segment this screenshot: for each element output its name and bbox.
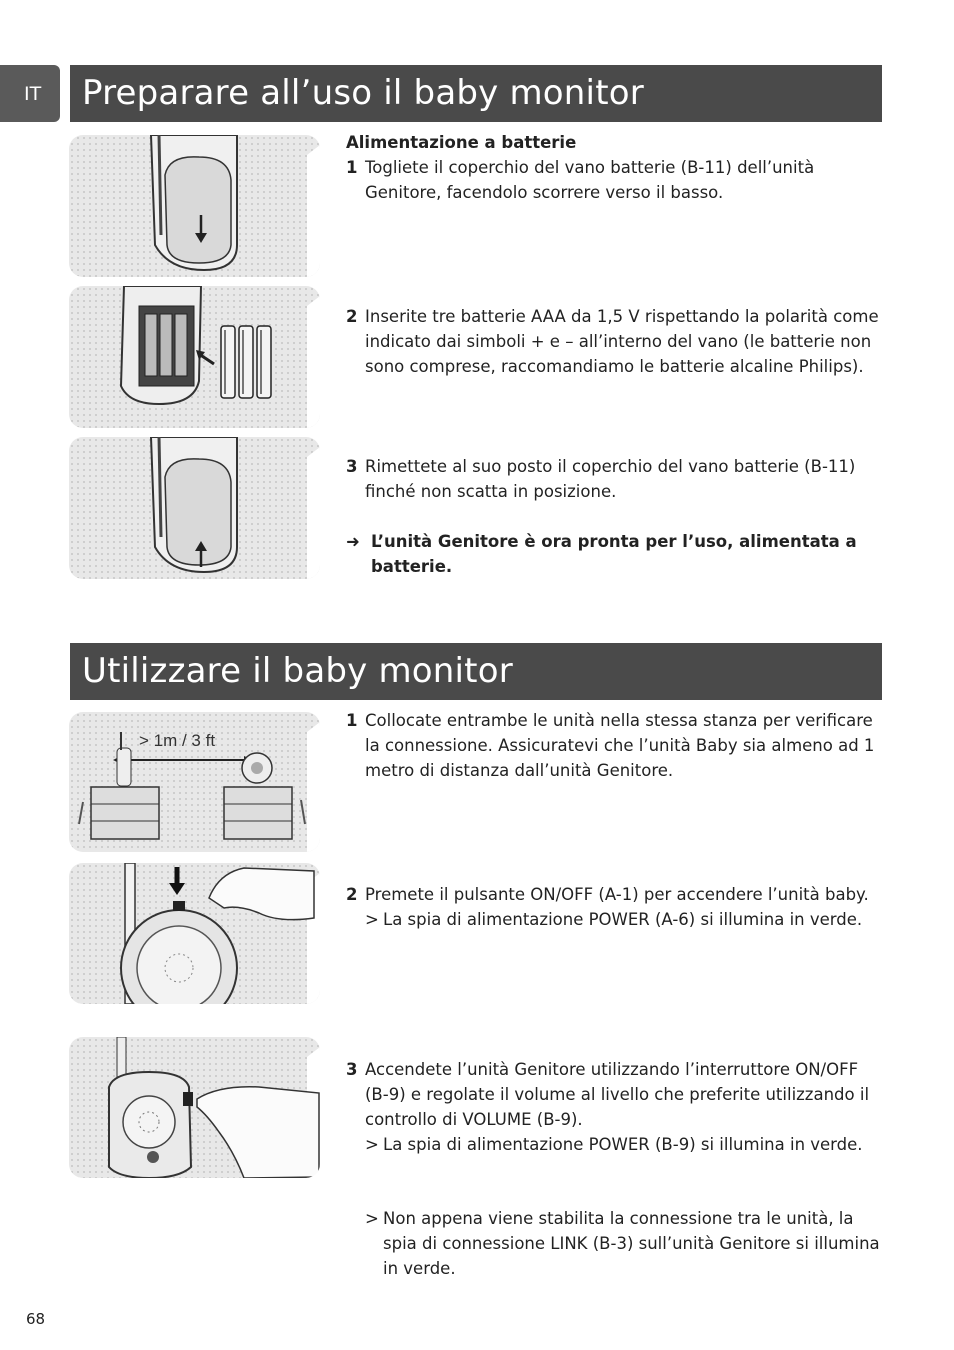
illustration-remove-battery-cover (69, 135, 320, 277)
sub-marker: > (365, 1209, 379, 1228)
step-number: 2 (346, 307, 358, 326)
arrow-icon: ➜ (346, 532, 360, 551)
step-2-result (365, 907, 886, 932)
battery-step-3 (346, 454, 886, 579)
step-text: Rimettete al suo posto il coperchio del vano batterie (B-11) finché non scatta in posizione. (365, 457, 856, 501)
illustration-insert-batteries (69, 286, 320, 428)
section-title-prepare: Preparare all’uso il baby monitor (70, 65, 882, 122)
distance-label: > 1m / 3 ft (139, 731, 216, 750)
sub-text: La spia di alimentazione POWER (A-6) si illumina in verde. (383, 910, 863, 929)
battery-instructions (346, 130, 886, 205)
step-number: 1 (346, 711, 358, 730)
illustration-units-distance (69, 712, 320, 852)
step-text: Accendete l’unità Genitore utilizzando l’interruttore ON/OFF (B-9) e regolate il volume al livello che preferite utilizzando il controllo di VOLUME (B-9). (365, 1060, 870, 1129)
step-number: 3 (346, 1060, 358, 1079)
sub-text: La spia di alimentazione POWER (B-9) si illumina in verde. (383, 1135, 863, 1154)
step-1 (346, 155, 886, 205)
step-text: Collocate entrambe le unità nella stessa stanza per verificare la connessione. Assicuratevi che l’unità Baby sia almeno ad 1 metro di distanza dall’unità Genitore. (365, 711, 875, 780)
result-note (346, 529, 886, 579)
section-title-use: Utilizzare il baby monitor (70, 643, 882, 700)
language-tab: IT (0, 65, 60, 122)
final-result (365, 1206, 886, 1281)
step-text: Togliete il coperchio del vano batterie (B-11) dell’unità Genitore, facendolo scorrere verso il basso. (365, 158, 815, 202)
step-text: Inserite tre batterie AAA da 1,5 V rispettando la polarità come indicato dai simboli + e – all’interno del vano (le batterie non sono comprese, raccomandiamo le batterie alcaline Philips). (365, 307, 879, 376)
step-3 (346, 1057, 886, 1132)
battery-step-2 (346, 304, 886, 379)
use-step-1 (346, 708, 886, 783)
illustration-press-baby-on (69, 863, 320, 1004)
subheading-batteries: Alimentazione a batterie (346, 133, 577, 152)
step-2 (346, 304, 886, 379)
page-number: 68 (26, 1310, 46, 1328)
use-step-3 (346, 1057, 886, 1157)
step-2 (346, 882, 886, 907)
sub-marker: > (365, 1135, 379, 1154)
illustration-parent-unit-on (69, 1037, 320, 1178)
step-text: Premete il pulsante ON/OFF (A-1) per accendere l’unità baby. (365, 885, 869, 904)
use-step-2 (346, 882, 886, 932)
step-number: 3 (346, 457, 358, 476)
illustration-replace-battery-cover (69, 437, 320, 579)
final-note-text: Non appena viene stabilita la connessione tra le unità, la spia di connessione LINK (B-3) sull’unità Genitore si illumina in verde. (383, 1209, 880, 1278)
link-note (346, 1206, 886, 1281)
step-1 (346, 708, 886, 783)
step-3 (346, 454, 886, 504)
step-number: 1 (346, 158, 358, 177)
sub-marker: > (365, 910, 379, 929)
step-3-result (365, 1132, 886, 1157)
result-text: L’unità Genitore è ora pronta per l’uso, alimentata a batterie. (371, 532, 857, 576)
step-number: 2 (346, 885, 358, 904)
